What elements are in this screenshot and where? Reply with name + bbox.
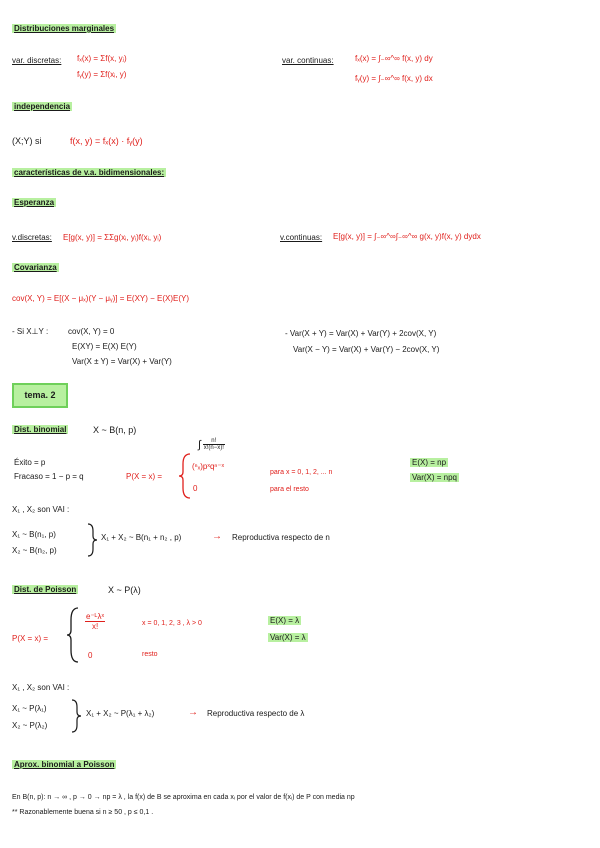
covarianza-indep-line1: cov(X, Y) = 0	[68, 327, 115, 336]
binomial-mean: E(X) = np	[412, 458, 447, 467]
binomial-comb-note: ∫ $\frac{n!}{x!(n-x)!}$	[198, 438, 224, 451]
poisson-mean: E(X) = λ	[270, 616, 300, 625]
binomial-reprod: Reproductiva respecto de n	[232, 533, 330, 542]
poisson-arrow: →	[188, 707, 198, 718]
poisson-rv2: X₂ ~ P(λ₂)	[12, 721, 48, 730]
esperanza-cont-formula: E[g(x, y)] = ∫₋∞^∞∫₋∞^∞ g(x, y)f(x, y) dydx	[333, 232, 481, 241]
poisson-reprod: Reproductiva respecto de λ	[207, 709, 305, 718]
poisson-sum: X₁ + X₂ ~ P(λ₁ + λ₂)	[86, 709, 155, 718]
binomial-case2-cond: para el resto	[270, 486, 309, 493]
poisson-heading: Dist. de Poisson	[14, 585, 77, 594]
independencia-heading: independencia	[14, 102, 71, 111]
tema-2-box: tema. 2	[12, 383, 68, 408]
poisson-var: Var(X) = λ	[270, 633, 306, 642]
esperanza-disc-formula: E[g(x, y)] = ΣΣg(xᵢ, yᵢ)f(xᵢ, yᵢ)	[63, 233, 162, 242]
covarianza-indep-line2: E(XY) = E(X) E(Y)	[72, 342, 137, 351]
marginales-cont-line1: fₓ(x) = ∫₋∞^∞ f(x, y) dy	[355, 54, 433, 63]
aprox-line1: En B(n, p): n → ∞ , p → 0 → np = λ , la f(x) de B se aproxima en cada xᵢ por el valor de f(xᵢ) de P con media np	[12, 794, 355, 801]
marginales-cont-line2: fᵧ(y) = ∫₋∞^∞ f(x, y) dx	[355, 74, 433, 83]
marginales-disc-line1: fₓ(x) = Σf(x, yⱼ)	[77, 54, 127, 63]
poisson-frac-bot: x!	[91, 622, 99, 631]
covarianza-var-sum: - Var(X + Y) = Var(X) + Var(Y) + 2cov(X, Y)	[285, 329, 437, 338]
covarianza-indep-pre: - Si X⊥Y :	[12, 327, 49, 336]
covarianza-indep-line3: Var(X ± Y) = Var(X) + Var(Y)	[72, 357, 172, 366]
poisson-rv-brace	[70, 698, 82, 734]
binomial-sum: X₁ + X₂ ~ B(n₁ + n₂ , p)	[101, 533, 182, 542]
marginales-cont-label: var. continuas:	[282, 56, 334, 65]
independencia-formula: f(x, y) = fₓ(x) · fᵧ(y)	[70, 136, 143, 146]
binomial-comb-note-top: n!	[203, 438, 225, 445]
poisson-case2: 0	[88, 651, 93, 660]
poisson-indep-line: X₁ , X₂ son VAI :	[12, 683, 70, 692]
binomial-rv1: X₁ ~ B(n₁, p)	[12, 530, 56, 539]
binomial-rv-brace	[86, 522, 98, 558]
independencia-pre: (X;Y) si	[12, 136, 42, 146]
binomial-indep-line: X₁ , X₂ son VAI :	[12, 505, 70, 514]
aprox-heading: Aprox. binomial a Poisson	[14, 760, 115, 769]
binomial-case1: (ⁿₓ)pˣqⁿ⁻ˣ	[192, 462, 225, 471]
binomial-notation: X ~ B(n, p)	[93, 425, 137, 435]
binomial-pmf-lhs: P(X = x) =	[126, 472, 163, 481]
poisson-brace	[66, 606, 80, 664]
poisson-case2-cond: resto	[142, 651, 158, 658]
poisson-frac-top: e⁻ᴸλˣ	[86, 612, 105, 621]
esperanza-heading: Esperanza	[14, 198, 55, 207]
binomial-brace	[178, 452, 192, 500]
binomial-exito: Éxito = p	[14, 458, 46, 467]
caracteristicas-heading: características de v.a. bidimensionales:	[14, 168, 165, 177]
covarianza-var-diff: Var(X − Y) = Var(X) + Var(Y) − 2cov(X, Y)	[293, 345, 440, 354]
binomial-rv2: X₂ ~ B(n₂, p)	[12, 546, 57, 555]
esperanza-cont-label: v.continuas:	[280, 233, 323, 242]
binomial-case2: 0	[193, 484, 198, 493]
binomial-arrow: →	[212, 531, 222, 542]
marginales-disc-line2: fᵧ(y) = Σf(xᵢ, y)	[77, 70, 127, 79]
marginales-heading: Distribuciones marginales	[14, 24, 115, 33]
marginales-disc-label: var. discretas:	[12, 56, 62, 65]
covarianza-heading: Covarianza	[14, 263, 57, 272]
esperanza-disc-label: v.discretas:	[12, 233, 52, 242]
poisson-case1-cond: x = 0, 1, 2, 3 , λ > 0	[142, 620, 202, 627]
binomial-fracaso: Fracaso = 1 − p = q	[14, 472, 84, 481]
poisson-notation: X ~ P(λ)	[108, 585, 141, 595]
poisson-rv1: X₁ ~ P(λ₁)	[12, 704, 47, 713]
poisson-pmf-frac	[85, 612, 105, 631]
aprox-line2: ** Razonablemente buena si n ≥ 50 , p ≤ 0,1 .	[12, 809, 154, 816]
covarianza-formula: cov(X, Y) = E[(X − μₓ)(Y − μᵧ)] = E(XY) − E(X)E(Y)	[12, 294, 190, 303]
poisson-pmf-lhs: P(X = x) =	[12, 634, 49, 643]
binomial-case1-cond: para x = 0, 1, 2, ... n	[270, 469, 333, 476]
binomial-comb-note-bot: x!(n−x)!	[203, 445, 224, 451]
binomial-heading: Dist. binomial	[14, 425, 67, 434]
binomial-var: Var(X) = npq	[412, 473, 457, 482]
